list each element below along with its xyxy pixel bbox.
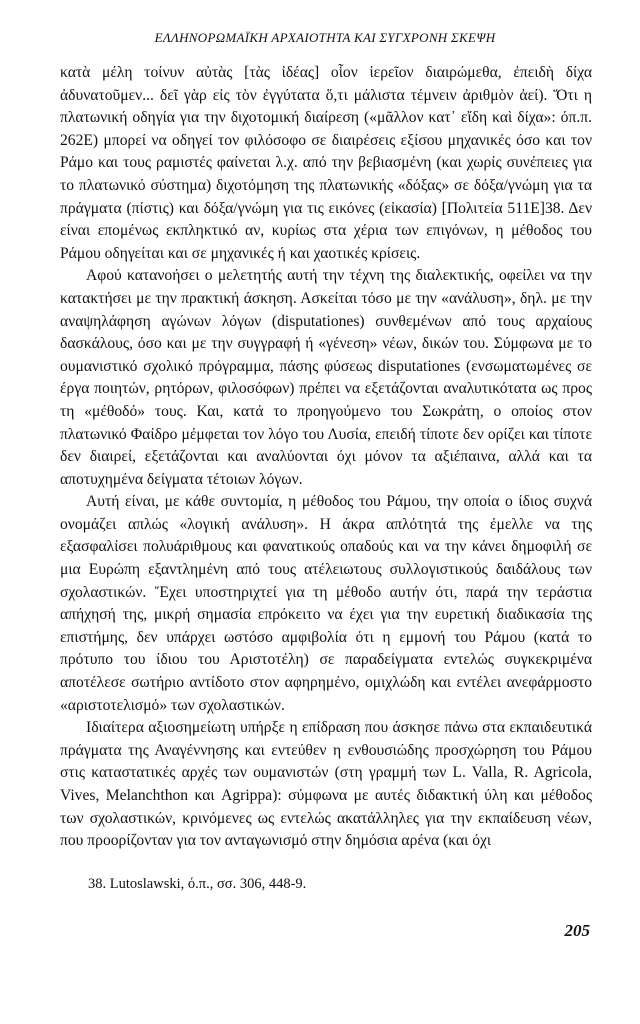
body-text: [60, 62, 592, 853]
paragraph: Αφού κατανοήσει ο μελετητής αυτή την τέχνη της διαλεκτικής, οφείλει να την κατακτήσει με την πρακτική άσκηση. Ασκείται τόσο με την «ανάλυση», δηλ. με την αναψηλάφηση αγώνων λόγων (disputationes) συνθεμένων από τους αρχαίους δασκάλους, όσο και με την συγγραφή ή «γένεση» νέων, δικών του. Σύμφωνα με το ουμανιστικό σχολικό πρόγραμμα, πάσης φύσεως disputationes (ενσωματωμένες σε έργα ποιητών, ρητόρων, φιλοσόφων) πρέπει να εξετάζονται αναλυτικότατα ως προς τη «μέθοδό» τους. Και, κατά το προηγούμενο του Σωκράτη, ο οποίος στον πλατωνικό Φαίδρο μέμφεται τον λόγο του Λυσία, επειδή τίποτε δεν ορίζει και τίποτε δεν διαιρεί, εξετάζονται και αναλύονται όχι μόνον τα αξιέπαινα, αλλά και τα αποτυχημένα δείγματα τέτοιων λόγων.: [60, 267, 592, 488]
paragraph: Ιδιαίτερα αξιοσημείωτη υπήρξε η επίδραση που άσκησε πάνω στα εκπαιδευτικά πράγματα της Αναγέννησης και εντεύθεν η ενθουσιώδης προσχώρηση του Ράμου στις καταστατικές αρχές των ουμανιστών (στη γραμμή των L. Valla, R. Agricola, Vives, Melanchthon και Agrippa): σύμφωνα με αυτές διδακτική ύλη και μέθοδος των σχολαστικών, κρινόμενες ως εντελώς ακατάλληλες για την εκπαίδευση νέων, που προορίζονταν για τον ανταγωνισμό στην δημόσια αρένα (και όχι: [60, 719, 592, 850]
running-header: ΕΛΛΗΝΟΡΩΜΑΪΚΗ ΑΡΧΑΙΟΤΗΤΑ ΚΑΙ ΣΥΓΧΡΟΝΗ ΣΚΕΨΗ: [154, 30, 496, 45]
paragraph: Αυτή είναι, με κάθε συντομία, η μέθοδος του Ράμου, την οποία ο ίδιος συχνά ονομάζει απλώς «λογική ανάλυση». Η άκρα απλότητά της έμελλε να της εξασφαλίσει πολυάριθμους και φανατικούς οπαδούς και να την κάνει δημοφιλή σε μια Ευρώπη εξαντλημένη από τους ατέλειωτους συλλογιστικούς δαιδάλους των σχολαστικών. Ἔχει υποστηριχτεί για τη μέθοδο αυτήν ότι, παρά την τεράστια απήχησή της, μικρή σημασία επρόκειτο να έχει για την ευρετική διαδικασία της επιστήμης, δεν υπάρχει ωστόσο αμφιβολία ότι η εμμονή του Ράμου (κατά το πρότυπο του ίδιου του Αριστοτέλη) σε παραδείγματα εντελώς συγκεκριμένα αποτέλεσε σωτήριο αντίδοτο στον αφηρημένο, ομιχλώδη και εντέλει ανεφάρμοστο «αριστοτελισμό» των σχολαστικών.: [60, 493, 592, 714]
paragraph: κατὰ μέλη τοίνυν αὐτὰς [τὰς ἰδέας] οἷον ἱερεῖον διαιρώμεθα, ἐπειδὴ δίχα ἀδυνατοῦμεν... δεῖ γὰρ εἰς τὸν ἐγγύτατα ὅ,τι μάλιστα τέμνειν ἀριθμὸν ἀεί). Ὅτι η πλατωνική οδηγία για την διχοτομική διαίρεση («μᾶλλον κατ᾽ εἴδη καὶ δίχα»: όπ.π. 262Ε) μπορεί να οδηγεί τον φιλόσοφο σε διαιρέσεις εξίσου μηχανικές όσο και τον Ράμο και τους ραμιστές φαίνεται λ.χ. από την βεβιασμένη (και χωρίς συνέπειες για το πλατωνικό σύστημα) διχοτόμηση της πλατωνικής «δόξας» σε δόξα/γνώμη για τα πράγματα (πίστις) και δόξα/γνώμη για τις εικόνες (εἰκασία) [Πολιτεία 511Ε]38. Δεν είναι επομένως εκπληκτικό αν, κυρίως στα χέρια των επιγόνων, η μέθοδος του Ράμου οδηγείται και σε μηχανικές ή και χαοτικές κρίσεις.: [60, 64, 592, 262]
footnote: 38. Lutoslawski, ό.π., σσ. 306, 448-9.: [88, 876, 307, 892]
page-number: 205: [564, 921, 590, 940]
